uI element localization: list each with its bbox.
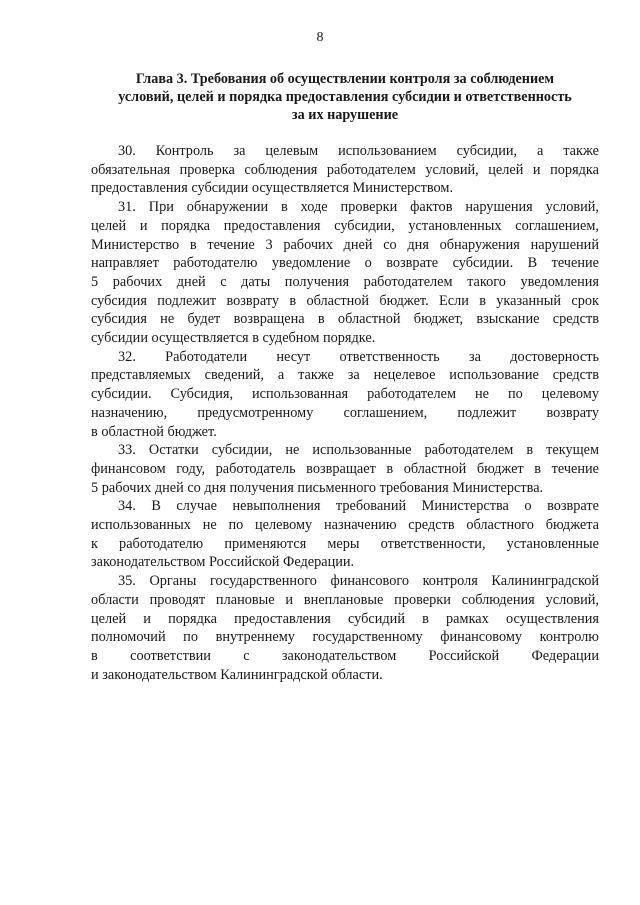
page-number: 8 [316, 30, 324, 45]
text-line: финансовом году, работодатель возвращает в областной бюджет в течение [91, 460, 599, 477]
text-line: Министерство в течение 3 рабочих дней со дня обнаружения нарушений [91, 236, 599, 253]
text-line: обязательная проверка соблюдения работодателем условий, целей и порядка [91, 161, 599, 178]
text-line: представляемых сведений, а также за нецелевое использование средств [91, 367, 599, 384]
chapter-heading-line: Глава 3. Требования об осуществлении контроля за соблюдением [135, 71, 555, 87]
text-line: 5 рабочих дней с даты получения работодателем такого уведомления [91, 273, 599, 290]
paragraph-33 [91, 441, 599, 497]
text-line: в областной бюджет. [91, 423, 217, 440]
text-line: 32. Работодатели несут ответственность за достоверность [118, 348, 599, 365]
text-line: 34. В случае невыполнения требований Министерства о возврате [118, 498, 599, 515]
text-line: субсидия не будет возвращена в областной бюджет, взыскание средств [91, 311, 599, 328]
text-line: назначению, предусмотренному соглашением, подлежит возврату [91, 404, 599, 421]
text-line: предоставления субсидии осуществляется Министерством. [91, 180, 454, 197]
text-line: в соответствии с законодательством Российской Федерации [91, 647, 599, 664]
text-line: 30. Контроль за целевым использованием субсидии, а также [118, 143, 599, 159]
text-line: полномочий по внутреннему государственному финансовому контролю [91, 629, 599, 646]
paragraph-35 [91, 572, 599, 684]
text-line: 31. При обнаружении в ходе проверки фактов нарушения условий, [118, 199, 599, 216]
text-line: 33. Остатки субсидии, не использованные работодателем в текущем [118, 442, 599, 459]
paragraph-32 [91, 348, 599, 442]
chapter-heading-line: за их нарушение [291, 107, 399, 123]
paragraph-31 [91, 198, 599, 348]
text-line: направляет работодателю уведомление о возврате субсидии. В течение [91, 255, 599, 272]
paragraph-34 [91, 497, 599, 572]
chapter-heading-line: условий, целей и порядка предоставления субсидии и ответственность [118, 89, 572, 105]
text-line: 5 рабочих дней со дня получения письменного требования Министерства. [91, 479, 544, 496]
text-line: субсидии осуществляется в судебном порядке. [91, 330, 376, 347]
chapter-heading [92, 70, 598, 124]
text-line: области проводят плановые и внеплановые проверки соблюдения условий, [91, 591, 599, 608]
body-text [91, 142, 599, 684]
text-line: 35. Органы государственного финансового контроля Калининградской [118, 573, 599, 590]
text-line: и законодательством Калининградской области. [91, 666, 383, 683]
text-line: использованных не по целевому назначению средств областного бюджета [91, 517, 599, 534]
text-line: субсидия подлежит возврату в областной бюджет. Если в указанный срок [91, 292, 599, 309]
text-line: целей и порядка предоставления субсидий в рамках осуществления [91, 610, 599, 627]
text-line: целей и порядка предоставления субсидии, установленных соглашением, [91, 217, 599, 234]
text-line: законодательством Российской Федерации. [91, 554, 355, 571]
text-line: к работодателю применяются меры ответственности, установленные [91, 535, 599, 552]
text-line: субсидии. Субсидия, использованная работодателем не по целевому [91, 386, 599, 403]
paragraph-30 [91, 142, 599, 198]
